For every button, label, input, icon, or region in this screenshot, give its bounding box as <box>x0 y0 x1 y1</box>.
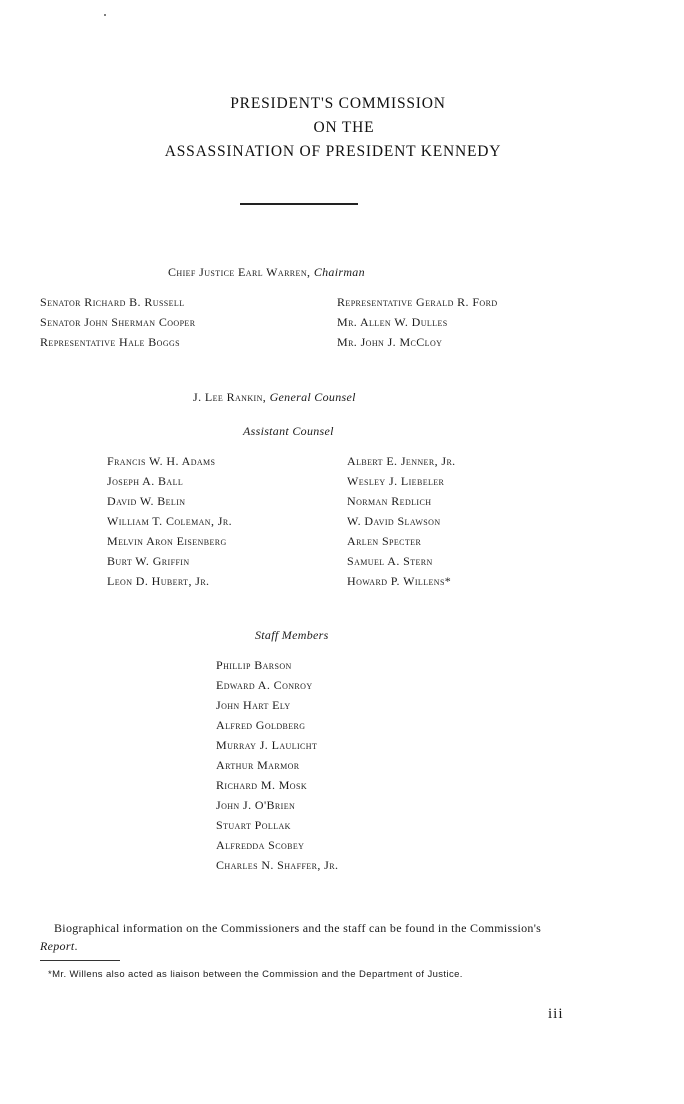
counsel-member: David W. Belin <box>107 494 186 508</box>
title-line-1: PRESIDENT'S COMMISSION <box>230 95 446 112</box>
title-line-2: ON THE <box>313 119 375 136</box>
general-counsel-name: J. Lee Rankin <box>193 390 263 404</box>
counsel-member: Albert E. Jenner, Jr. <box>347 454 456 468</box>
staff-member: John J. O'Brien <box>216 798 296 812</box>
commissioners-left <box>40 292 195 352</box>
counsel-member: Leon D. Hubert, Jr. <box>107 574 210 588</box>
counsel-member: Howard P. Willens* <box>347 574 452 588</box>
staff-member: Charles N. Shaffer, Jr. <box>216 858 339 872</box>
chairman-line: Chief Justice Earl Warren, Chairman <box>168 265 365 279</box>
counsel-member: Norman Redlich <box>347 494 432 508</box>
counsel-member: William T. Coleman, Jr. <box>107 514 232 528</box>
chairman-role: Chairman <box>313 265 365 279</box>
title-divider <box>240 203 358 205</box>
counsel-member: W. David Slawson <box>347 514 441 528</box>
report-title: Report <box>40 939 75 953</box>
assistant-counsel-right <box>347 451 456 591</box>
biographical-note-end: . <box>74 939 78 953</box>
counsel-member: Samuel A. Stern <box>347 554 433 568</box>
general-counsel-line: J. Lee Rankin, General Counsel <box>193 390 356 404</box>
commissioner: Senator Richard B. Russell <box>40 295 185 309</box>
staff-list <box>216 655 338 875</box>
staff-member: Stuart Pollak <box>216 818 291 832</box>
staff-member: Murray J. Laulicht <box>216 738 318 752</box>
chairman-name: Chief Justice Earl Warren <box>168 265 308 279</box>
staff-member: Richard M. Mosk <box>216 778 308 792</box>
staff-heading: Staff Members <box>255 628 329 642</box>
staff-member: Phillip Barson <box>216 658 292 672</box>
staff-member: Alfredda Scobey <box>216 838 305 852</box>
commissioner: Mr. John J. McCloy <box>337 335 443 349</box>
scan-speck <box>104 14 106 16</box>
biographical-note-text: Biographical information on the Commissioners and the staff can be found in the Commission's <box>54 921 542 935</box>
counsel-member: Francis W. H. Adams <box>107 454 216 468</box>
commissioner: Representative Hale Boggs <box>40 335 181 349</box>
footnote: *Mr. Willens also acted as liaison between the Commission and the Department of Justice. <box>48 969 463 980</box>
commissioner: Senator John Sherman Cooper <box>40 315 196 329</box>
assistant-counsel-left <box>107 451 232 591</box>
counsel-member: Burt W. Griffin <box>107 554 190 568</box>
general-counsel-role: General Counsel <box>269 390 356 404</box>
commissioner: Mr. Allen W. Dulles <box>337 315 448 329</box>
title-line-3: ASSASSINATION OF PRESIDENT KENNEDY <box>164 143 502 160</box>
staff-member: Arthur Marmor <box>216 758 300 772</box>
footnote-rule <box>40 960 120 961</box>
staff-member: Edward A. Conroy <box>216 678 313 692</box>
counsel-member: Joseph A. Ball <box>107 474 184 488</box>
counsel-member: Arlen Specter <box>347 534 422 548</box>
counsel-member: Melvin Aron Eisenberg <box>107 534 227 548</box>
staff-member: John Hart Ely <box>216 698 291 712</box>
biographical-note <box>40 919 570 955</box>
commissioners-right <box>337 292 498 352</box>
page-number: iii <box>548 1006 564 1022</box>
staff-member: Alfred Goldberg <box>216 718 306 732</box>
counsel-member: Wesley J. Liebeler <box>347 474 445 488</box>
assistant-counsel-heading: Assistant Counsel <box>243 424 334 438</box>
commissioner: Representative Gerald R. Ford <box>337 295 498 309</box>
